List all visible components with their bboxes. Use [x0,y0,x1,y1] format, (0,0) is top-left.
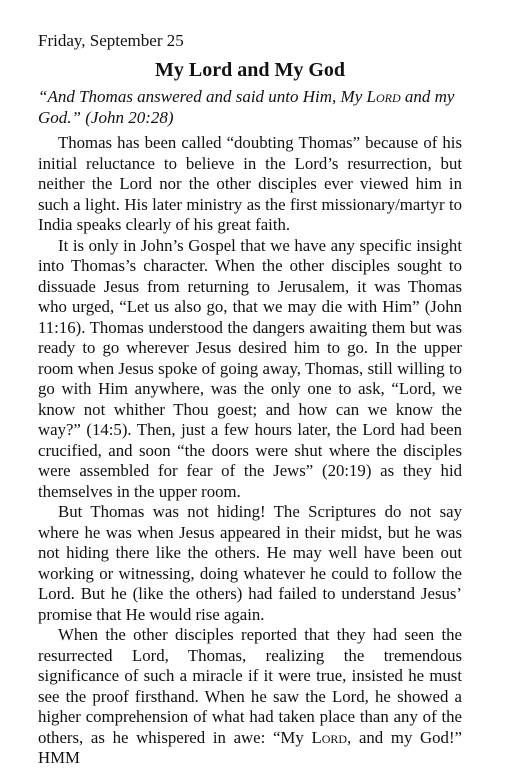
body-paragraph-1: Thomas has been called “doubting Thomas” because of his initial reluctance to believe in the Lord’s resurrection, but neither the Lord nor the other disciples ever viewed him in such a light. His later ministry as the first missionary/martyr to India speaks clearly of his great faith. [38,133,462,234]
date-heading: Friday, September 25 [38,31,184,50]
paragraph-4-text-end: , and my God!” HMM [38,727,462,767]
page-title: My Lord and My God [154,59,346,81]
paragraph-4-lord-smallcaps: Lord [311,727,348,747]
devotional-page [38,30,462,769]
body-paragraph-4 [38,625,462,769]
body-paragraph-2: It is only in John’s Gospel that we have any specific insight into Thomas’s character. When the other disciples sought to dissuade Jesus from returning to Jerusalem, it was Thomas who urged, “Let us also go, that we may die with Him” (John 11:16). Thomas understood the dangers awaiting them but was ready to go wherever Jesus desired him to go. In the upper room when Jesus spoke of going away, Thomas, still willing to go with Him anywhere, was the only one to ask, “Lord, we know not whither Thou goest; and how can we know the way?” (14:5). Then, just a few hours later, the Lord had been crucified, and soon “the doors were shut where the disciples were assembled for fear of the Jews” (20:19) as they hid themselves in the upper room. [38,235,462,501]
body-paragraph-3: But Thomas was not hiding! The Scriptures do not say where he was when Jesus appeared in their midst, but he was not hiding there like the others. He may well have been out working or witnessing, doing whatever he could to follow the Lord. But he (like the others) had failed to understand Jesus’ promise that He would rise again. [38,502,462,624]
verse-lord-smallcaps: Lord [366,87,401,106]
verse-text-end: and my God.” (John 20:28) [38,87,455,127]
scripture-verse [38,86,462,128]
verse-text-start: “And Thomas answered and said unto Him, My [38,87,367,106]
paragraph-4-text-start: When the other disciples reported that they had seen the resurrected Lord, Thomas, realizing the tremendous significance of such a miracle if it were true, insisted he must see the proof firsthand. When he saw the Lord, he showed a higher comprehension of what had taken place than any of the others, as he whispered in awe: “My [38,625,462,747]
devotional-body [38,133,462,769]
